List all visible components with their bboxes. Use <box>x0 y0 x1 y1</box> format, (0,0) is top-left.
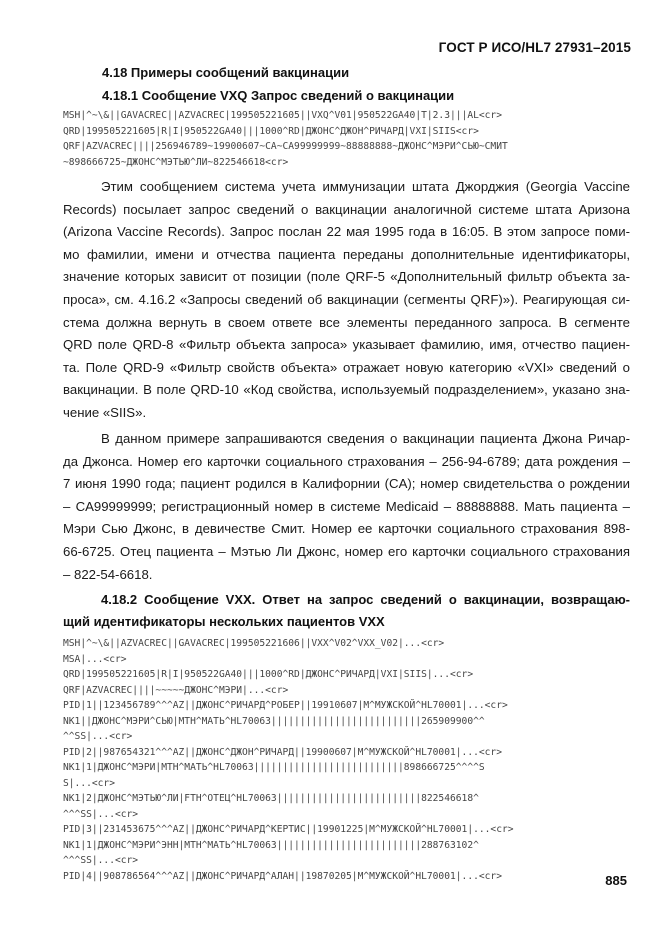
text-line: стема должна вернуть в своем ответе все элементы переданного запроса. В сегменте <box>63 314 630 330</box>
text-line: – 822-54-6618. <box>63 566 153 582</box>
code-line: MSA|...<cr> <box>63 653 127 665</box>
code-line: QRD|199505221605|R|I|950522GA40|||1000^RD|ДЖОНС^ДЖОН^РИЧАРД|VXI|SIIS<cr> <box>63 125 479 137</box>
code-line: QRF|AZVACREC||||256946789~19900607~CA~CA99999999~88888888~ДЖОНС^МЭРИ^СЬЮ~СМИТ <box>63 141 508 152</box>
paragraph-vxq-description <box>63 176 630 425</box>
vxq-code-block <box>63 108 638 170</box>
code-line: NK1|1|ДЖОНС^МЭРИ|MTH^МАТЬ^HL70063||||||||||||||||||||||||||898666725^^^^S <box>63 762 485 773</box>
text-line: В данном примере запрашиваются сведения о вакцинации пациента Джона Ричар- <box>101 431 630 446</box>
document-id-header: ГОСТ Р ИСО/HL7 27931–2015 <box>438 40 631 55</box>
code-line: PID|4||908786564^^^AZ||ДЖОНС^РИЧАРД^АЛАН||19870205|M^МУЖСКОЙ^HL70001|...<cr> <box>63 870 502 882</box>
code-line: MSH|^~\&||GAVACREC||AZVACREC|199505221605||VXQ^V01|950522GA40|T|2.3|||AL<cr> <box>63 110 502 121</box>
code-line: PID|3||231453675^^^AZ||ДЖОНС^РИЧАРД^КЕРТИС||19901225|M^МУЖСКОЙ^HL70001|...<cr> <box>63 824 514 835</box>
text-line: Этим сообщением система учета иммунизации штата Джорджия (Georgia Vaccine <box>101 179 630 194</box>
section-4-18-heading: 4.18 Примеры сообщений вакцинации <box>102 65 350 80</box>
text-line: (Arizona Vaccine Records). Запрос послан 22 мая 1995 года в 16:05. В этом запросе поми- <box>63 224 630 240</box>
section-4-18-1-heading: 4.18.1 Сообщение VXQ Запрос сведений о вакцинации <box>102 88 455 103</box>
text-line: Мэри Сью Джонс, в девичестве Смит. Номер ее карточки социального страхования 898- <box>63 521 630 537</box>
text-line: QRD поле QRD-8 «Фильтр объекта запроса» указывает фамилию, имя, отчество пациен- <box>63 337 630 353</box>
text-line: проса», см. 4.16.2 «Запросы сведений об вакцинации (сегменты QRF)»). Реагирующая си- <box>63 291 630 307</box>
text-line: 66-6725. Отец пациента – Мэтью Ли Джонс, номер его карточки социального страхования <box>63 543 630 559</box>
text-line: вакцинации. В поле QRD-10 «Код свойства, используемый подразделением», указано зна- <box>63 382 630 398</box>
paragraph-vxq-example <box>63 428 630 586</box>
code-line: S|...<cr> <box>63 777 115 789</box>
text-line: 4.18.2 Сообщение VXX. Ответ на запрос сведений о вакцинации, возвращаю- <box>101 592 630 607</box>
code-line: QRD|199505221605|R|I|950522GA40|||1000^RD|ДЖОНС^РИЧАРД|VXI|SIIS|...<cr> <box>63 669 474 680</box>
text-line: щий идентификаторы нескольких пациентов VXX <box>63 614 385 629</box>
text-line: чение «SIIS». <box>63 404 147 420</box>
text-line: да Джонса. Номер его карточки социального страхования – 256-94-6789; дата рождения – <box>63 453 630 469</box>
text-line: та. Поле QRD-9 «Фильтр свойств объекта» отражает новую категорию «VXI» сведений о <box>63 359 630 375</box>
text-line: значение которых зависит от позиции (поле QRF-5 «Дополнительный фильтр объекта за- <box>63 269 630 285</box>
code-line: NK1||ДЖОНС^МЭРИ^СЬЮ|MTH^МАТЬ^HL70063||||||||||||||||||||||||||265909900^^ <box>63 715 485 727</box>
code-line: PID|2||987654321^^^AZ||ДЖОНС^ДЖОН^РИЧАРД||19900607|M^МУЖСКОЙ^HL70001|...<cr> <box>63 746 502 758</box>
code-line: PID|1||123456789^^^AZ||ДЖОНС^РИЧАРД^РОБЕР||19910607|M^МУЖСКОЙ^HL70001|...<cr> <box>63 700 508 711</box>
code-line: ^^^SS|...<cr> <box>63 855 139 866</box>
section-4-18-2-heading <box>63 589 630 633</box>
code-line: NK1|2|ДЖОНС^МЭТЬЮ^ЛИ|FTH^ОТЕЦ^HL70063|||||||||||||||||||||||||822546618^ <box>63 793 479 804</box>
text-line: Records) посылает запрос сведений о вакцинации аналогичной системе штата Аризона <box>63 201 630 217</box>
code-line: QRF|AZVACREC||||~~~~~ДЖОНС^МЭРИ|...<cr> <box>63 684 289 696</box>
code-line: NK1|1|ДЖОНС^МЭРИ^ЭНН|MTH^МАТЬ^HL70063|||||||||||||||||||||||||288763102^ <box>63 839 479 851</box>
text-line: – CA99999999; регистрационный номер в системе Medicaid – 88888888. Мать пациента – <box>63 498 630 514</box>
code-line: ^^^SS|...<cr> <box>63 808 139 820</box>
page-number: 885 <box>605 873 627 888</box>
code-line: MSH|^~\&||AZVACREC||GAVACREC|199505221606||VXX^V02^VXX_V02|...<cr> <box>63 638 445 649</box>
code-line: ~898666725~ДЖОНС^МЭТЬЮ^ЛИ~822546618<cr> <box>63 156 289 168</box>
text-line: мо фамилии, имени и отчества пациента переданы дополнительные идентификаторы, <box>63 246 630 262</box>
vxx-code-block <box>63 636 638 884</box>
code-line: ^^SS|...<cr> <box>63 731 133 742</box>
text-line: 7 июня 1990 года; пациент родился в Калифорнии (CA); номер свидетельства о рождении <box>63 476 630 492</box>
